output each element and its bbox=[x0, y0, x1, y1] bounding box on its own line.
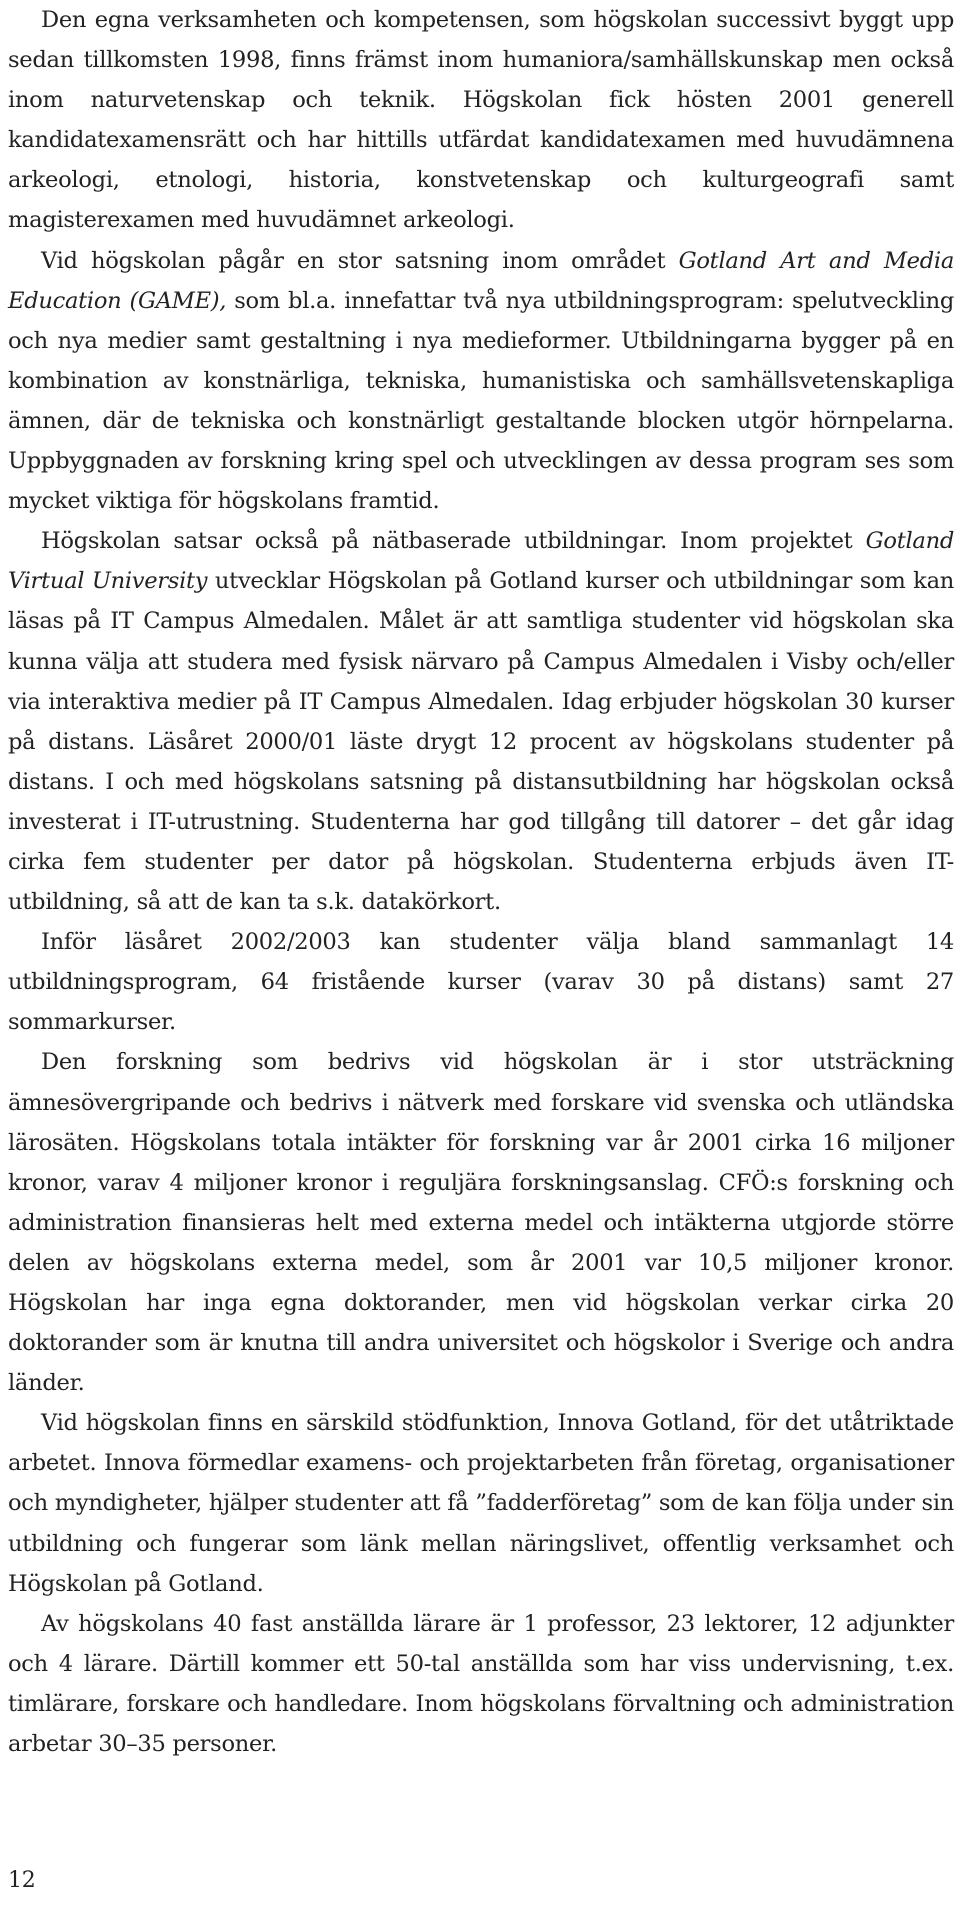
paragraph-text: utvecklar Högskolan på Gotland kurser och utbildningar som kan läsas på IT Campus Almedalen. Målet är att samtliga studenter vid högskolan ska kunna välja att studera med fysisk närvaro på Campus Almedalen i Visby och/eller via interaktiva medier på IT Campus Almedalen. Idag erbjuder högskolan 30 kurser på distans. Läsåret 2000/01 läste drygt 12 procent av högskolans studenter på distans. I och med högskolans satsning på distansutbildning har högskolan också investerat i IT-utrustning. Studenterna har god tillgång till datorer – det går idag cirka fem studenter per dator på högskolan. Studenterna erbjuds även IT-utbildning, så att de kan ta s.k. datakörkort. bbox=[8, 568, 954, 916]
paragraph-2 bbox=[8, 241, 954, 522]
paragraph-text: Den forskning som bedrivs vid högskolan är i stor utsträckning ämnesövergripande och bedrivs i nätverk med forskare vid svenska och utländska lärosäten. Högskolans totala intäkter för forskning var år 2001 cirka 16 miljoner kronor, varav 4 miljoner kronor i reguljära forskningsanslag. CFÖ:s forskning och administration finansieras helt med externa medel och intäkterna utgjorde större delen av högskolans externa medel, som år 2001 var 10,5 miljoner kronor. Högskolan har inga egna doktorander, men vid högskolan verkar cirka 20 doktorander som är knutna till andra universitet och högskolor i Sverige och andra länder. bbox=[8, 1049, 954, 1397]
page-number: 12 bbox=[8, 1868, 36, 1893]
paragraph-1 bbox=[8, 0, 954, 241]
body-text bbox=[8, 0, 954, 1764]
paragraph-text: Högskolan satsar också på nätbaserade utbildningar. Inom projektet bbox=[41, 528, 866, 555]
paragraph-3 bbox=[8, 521, 954, 922]
paragraph-6 bbox=[8, 1403, 954, 1603]
paragraph-7 bbox=[8, 1604, 954, 1764]
paragraph-text: Av högskolans 40 fast anställda lärare är 1 professor, 23 lektorer, 12 adjunkter och 4 lärare. Därtill kommer ett 50-tal anställda som har viss undervisning, t.ex. timlärare, forskare och handledare. Inom högskolans förvaltning och administration arbetar 30–35 personer. bbox=[8, 1610, 954, 1758]
paragraph-text: Vid högskolan pågår en stor satsning inom området bbox=[41, 247, 679, 274]
paragraph-text: Inför läsåret 2002/2003 kan studenter välja bland sammanlagt 14 utbildningsprogram, 64 fristående kurser (varav 30 på distans) samt 27 sommarkurser. bbox=[8, 929, 954, 1036]
paragraph-text: som bl.a. innefattar två nya utbildningsprogram: spelutveckling och nya medier samt gestaltning i nya medieformer. Utbildningarna bygger på en kombination av konstnärliga, tekniska, humanistiska och samhällsvetenskapliga ämnen, där de tekniska och konstnärligt gestaltande blocken utgör hörnpelarna. Uppbyggnaden av forskning kring spel och utvecklingen av dessa program ses som mycket viktiga för högskolans framtid. bbox=[8, 287, 955, 515]
paragraph-text: Den egna verksamheten och kompetensen, som högskolan successivt byggt upp sedan tillkomsten 1998, finns främst inom humaniora/samhällskunskap men också inom naturvetenskap och teknik. Högskolan fick hösten 2001 generell kandidatexamensrätt och har hittills utfärdat kandidatexamen med huvudämnena arkeologi, etnologi, historia, konstvetenskap och kulturgeografi samt magisterexamen med huvudämnet arkeologi. bbox=[8, 7, 954, 234]
italic-project-name: Gotland Virtual University bbox=[8, 528, 954, 595]
paragraph-4 bbox=[8, 922, 954, 1042]
paragraph-text: Vid högskolan finns en särskild stödfunktion, Innova Gotland, för det utåtriktade arbetet. Innova förmedlar examens- och projektarbeten från företag, organisationer och myndigheter, hjälper studenter att få ”fadderföretag” som de kan följa under sin utbildning och fungerar som länk mellan näringslivet, offentlig verksamhet och Högskolan på Gotland. bbox=[8, 1410, 954, 1597]
paragraph-5 bbox=[8, 1042, 954, 1403]
italic-project-name: Gotland Art and Media Education (GAME), bbox=[8, 247, 954, 314]
